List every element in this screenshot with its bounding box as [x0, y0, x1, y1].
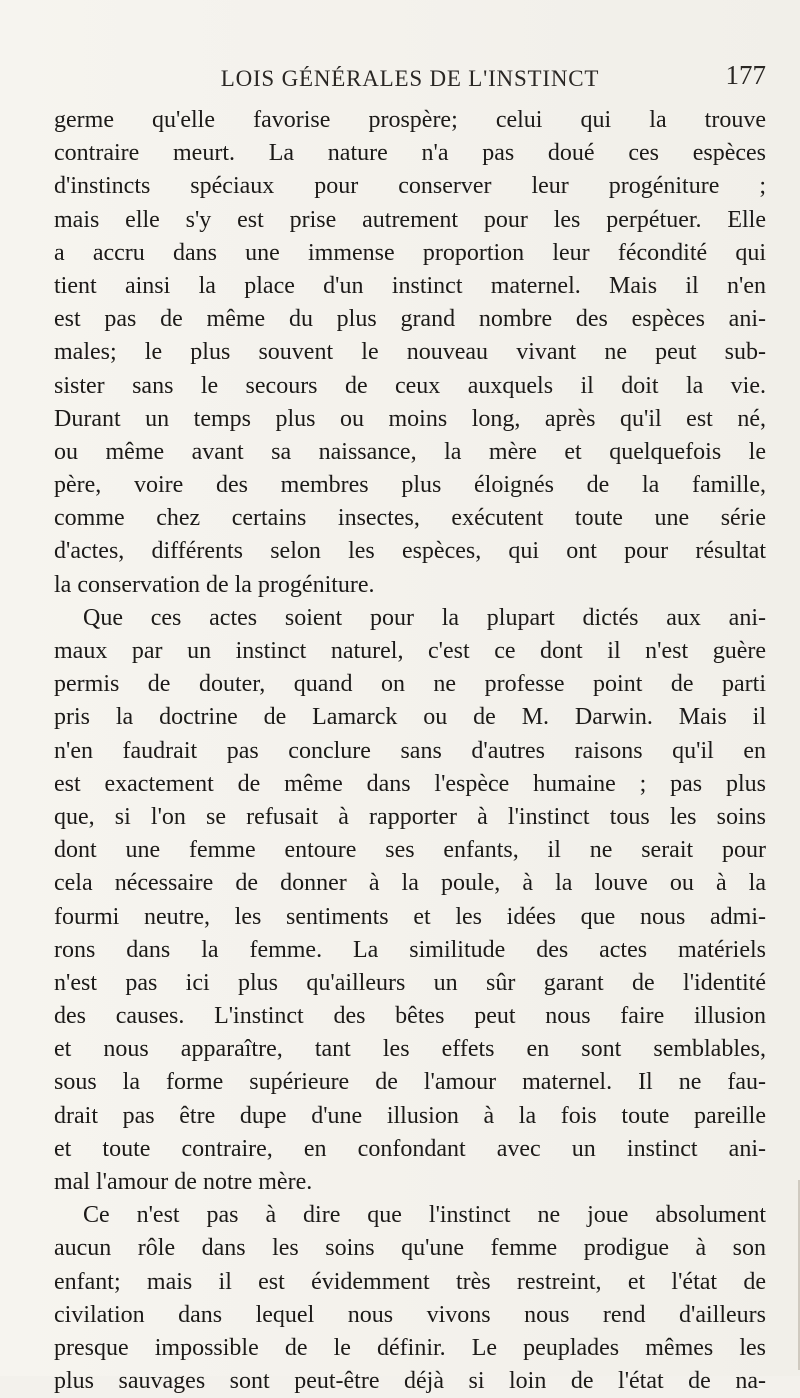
text-line: n'en faudrait pas conclure sans d'autres raisons qu'il en: [54, 737, 766, 764]
text-line: pris la doctrine de Lamarck ou de M. Darwin. Mais il: [54, 704, 766, 731]
text-line: rons dans la femme. La similitude des actes matériels: [54, 936, 766, 963]
body-text: [54, 104, 766, 1398]
text-line: contraire meurt. La nature n'a pas doué ces espèces: [54, 140, 766, 167]
text-line: n'est pas ici plus qu'ailleurs un sûr garant de l'identité: [54, 969, 766, 996]
text-line: germe qu'elle favorise prospère; celui qui la trouve: [54, 107, 766, 133]
text-line: permis de douter, quand on ne professe point de parti: [54, 671, 766, 698]
text-line: père, voire des membres plus éloignés de la famille,: [54, 472, 766, 499]
text-line: dont une femme entoure ses enfants, il ne serait pour: [54, 837, 766, 864]
text-line: et nous apparaître, tant les effets en sont semblables,: [54, 1036, 766, 1063]
paragraph-first-line: Ce n'est pas à dire que l'instinct ne joue absolument: [83, 1202, 766, 1229]
text-line: cela nécessaire de donner à la poule, à la louve ou à la: [54, 870, 766, 897]
text-line: males; le plus souvent le nouveau vivant ne peut sub-: [54, 339, 766, 366]
text-line: et toute contraire, en confondant avec un instinct ani-: [54, 1135, 766, 1162]
text-line: sous la forme supérieure de l'amour maternel. Il ne fau-: [54, 1069, 766, 1096]
text-line: comme chez certains insectes, exécutent toute une série: [54, 505, 766, 532]
page-number: 177: [725, 60, 766, 90]
text-line: d'actes, différents selon les espèces, qui ont pour résultat: [54, 538, 766, 565]
text-line: est pas de même du plus grand nombre des espèces ani-: [54, 306, 766, 333]
text-line: que, si l'on se refusait à rapporter à l'instinct tous les soins: [54, 803, 766, 830]
text-line: plus sauvages sont peut-être déjà si loin de l'état de na-: [54, 1368, 766, 1395]
text-line: d'instincts spéciaux pour conserver leur progéniture ;: [54, 173, 766, 200]
text-line: la conservation de la progéniture.: [54, 571, 375, 598]
text-line: presque impossible de le définir. Le peuplades mêmes les: [54, 1334, 766, 1361]
text-line: enfant; mais il est évidemment très restreint, et l'état de: [54, 1268, 766, 1295]
running-title: LOIS GÉNÉRALES DE L'INSTINCT: [220, 66, 600, 91]
text-line: civilation dans lequel nous vivons nous rend d'ailleurs: [54, 1301, 766, 1328]
page-header: [54, 60, 766, 98]
text-line: des causes. L'instinct des bêtes peut nous faire illusion: [54, 1003, 766, 1030]
text-line: mal l'amour de notre mère.: [54, 1169, 313, 1195]
text-line: ou même avant sa naissance, la mère et quelquefois le: [54, 438, 766, 465]
text-line: tient ainsi la place d'un instinct maternel. Mais il n'en: [54, 272, 766, 299]
text-line: a accru dans une immense proportion leur fécondité qui: [54, 239, 766, 266]
text-line: sister sans le secours de ceux auxquels il doit la vie.: [54, 372, 766, 399]
text-line: Durant un temps plus ou moins long, après qu'il est né,: [54, 405, 766, 432]
text-line: maux par un instinct naturel, c'est ce dont il n'est guère: [54, 638, 766, 664]
text-line: fourmi neutre, les sentiments et les idées que nous admi-: [54, 903, 766, 930]
text-line: aucun rôle dans les soins qu'une femme prodigue à son: [54, 1235, 766, 1262]
text-line: est exactement de même dans l'espèce humaine ; pas plus: [54, 770, 766, 797]
text-line: drait pas être dupe d'une illusion à la fois toute pareille: [54, 1102, 766, 1129]
paragraph-first-line: Que ces actes soient pour la plupart dictés aux ani-: [83, 604, 766, 631]
text-line: mais elle s'y est prise autrement pour les perpétuer. Elle: [54, 206, 766, 233]
